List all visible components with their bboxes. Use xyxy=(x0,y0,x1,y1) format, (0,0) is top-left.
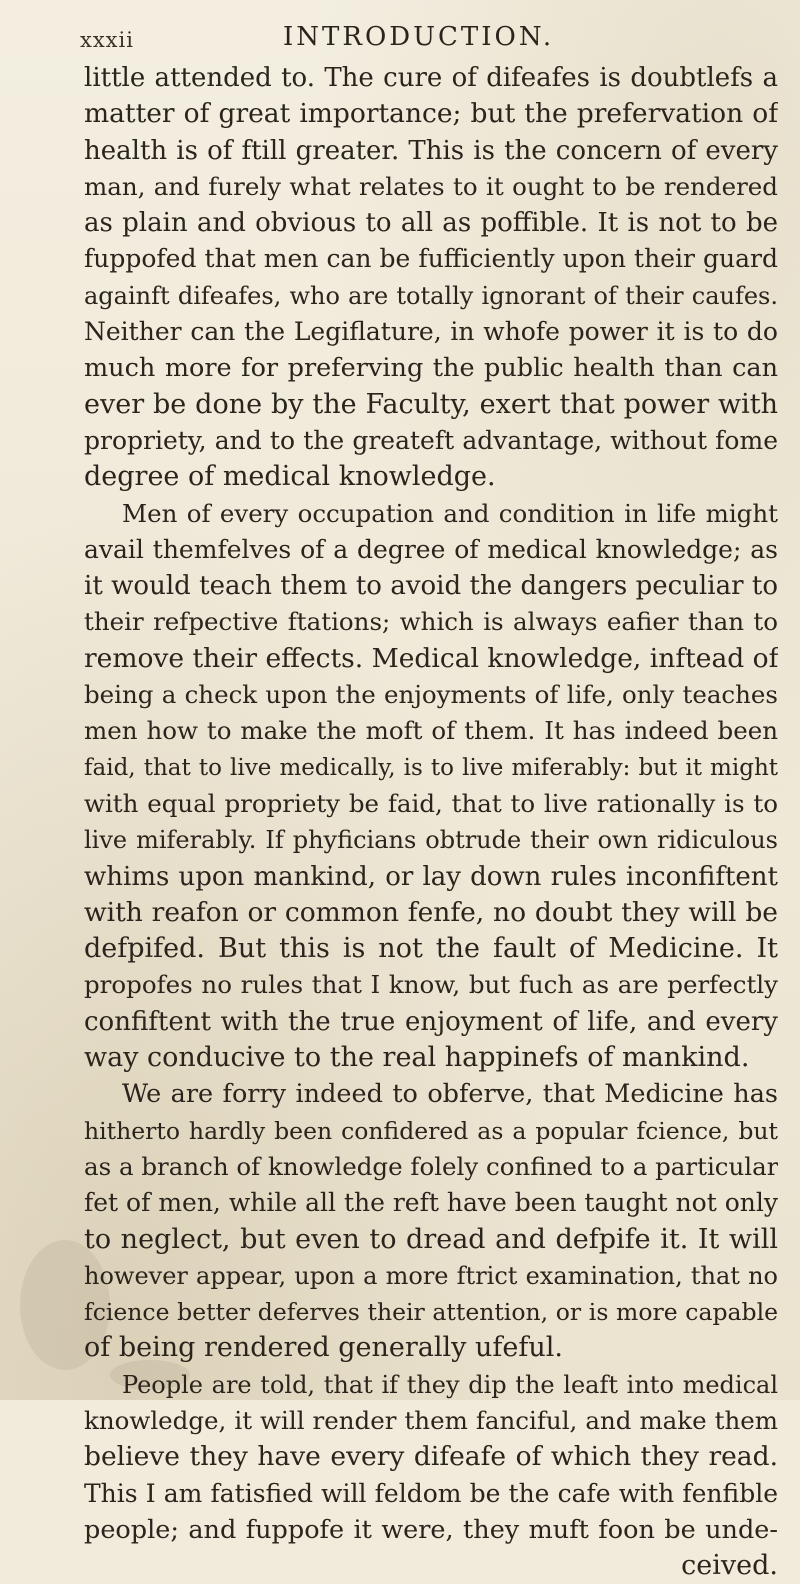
running-head: INTRODUCTION. xyxy=(283,22,555,52)
text-line: avail themfelves of a degree of medical knowledge; as xyxy=(84,534,778,564)
text-line: confiftent with the true enjoyment of life, and every xyxy=(84,1006,778,1037)
text-line: live miferably. If phyficians obtrude their own ridiculous xyxy=(84,826,778,855)
text-line: as plain and obvious to all as poffible. It is not to be xyxy=(84,208,778,239)
text-line: Neither can the Legiflature, in whofe power it is to do xyxy=(84,317,778,347)
text-line: believe they have every difeafe of which they read. xyxy=(84,1441,778,1473)
text-line: hitherto hardly been confidered as a popular fcience, but xyxy=(84,1116,778,1145)
text-line: knowledge, it will render them fanciful, and make them xyxy=(84,1405,778,1435)
text-line: fuppofed that men can be fufficiently upon their guard xyxy=(84,244,778,274)
page-header xyxy=(0,22,800,62)
paragraph-end-line: of being rendered generally ufeful. xyxy=(84,1332,563,1364)
text-line: fcience better deferves their attention, or is more capable xyxy=(84,1298,778,1327)
text-line: ever be done by the Faculty, exert that power with xyxy=(84,388,778,420)
text-line: This I am fatisfied will feldom be the cafe with fenfible xyxy=(84,1478,778,1508)
paragraph-end-line: degree of medical knowledge. xyxy=(84,461,496,493)
text-line: propriety, and to the greateft advantage, without fome xyxy=(84,425,778,455)
paragraph-start-line: Men of every occupation and condition in life might xyxy=(122,498,778,528)
text-line: men how to make the moft of them. It has indeed been xyxy=(84,716,778,746)
body-text xyxy=(84,60,778,1584)
text-line: health is of ftill greater. This is the concern of every xyxy=(84,135,778,166)
page-number: xxxii xyxy=(80,28,134,52)
paragraph-start-line: People are told, that if they dip the leaft into medical xyxy=(122,1370,778,1399)
text-line: propofes no rules that I know, but fuch as are perfectly xyxy=(84,970,778,1000)
text-line: much more for preferving the public health than can xyxy=(84,353,778,384)
text-line: with equal propriety be faid, that to live rationally is to xyxy=(84,788,778,818)
text-line: with reafon or common fenfe, no doubt they will be xyxy=(84,896,778,928)
text-line: little attended to. The cure of difeafes is doubtlefs a xyxy=(84,63,778,93)
text-line: as a branch of knowledge folely confined to a particular xyxy=(84,1151,778,1181)
text-line: remove their effects. Medical knowledge, inftead of xyxy=(84,642,778,674)
text-line: defpifed. But this is not the fault of Medicine. It xyxy=(84,933,778,965)
text-line: againft difeafes, who are totally ignorant of their caufes. xyxy=(84,281,778,310)
text-line: it would teach them to avoid the dangers peculiar to xyxy=(84,571,778,602)
text-line: being a check upon the enjoyments of life, only teaches xyxy=(84,680,778,710)
paragraph-end-line: way conducive to the real happinefs of mankind. xyxy=(84,1042,750,1074)
text-line: matter of great importance; but the prefervation of xyxy=(84,98,778,130)
text-line: whims upon mankind, or lay down rules inconfiftent xyxy=(84,861,778,892)
paragraph-start-line: We are forry indeed to obferve, that Medicine has xyxy=(122,1079,778,1110)
text-line: however appear, upon a more ftrict examination, that no xyxy=(84,1261,778,1290)
text-line: to neglect, but even to dread and defpife it. It will xyxy=(84,1223,778,1255)
text-line: people; and fuppofe it were, they muft foon be unde- xyxy=(84,1514,778,1545)
text-line: their refpective ftations; which is always eafier than to xyxy=(84,607,778,637)
text-line: man, and furely what relates to it ought to be rendered xyxy=(84,171,778,201)
catchword-line: ceived. xyxy=(681,1550,778,1582)
text-line: faid, that to live medically, is to live miferably: but it might xyxy=(84,754,778,781)
text-line: fet of men, while all the reft have been taught not only xyxy=(84,1188,778,1218)
